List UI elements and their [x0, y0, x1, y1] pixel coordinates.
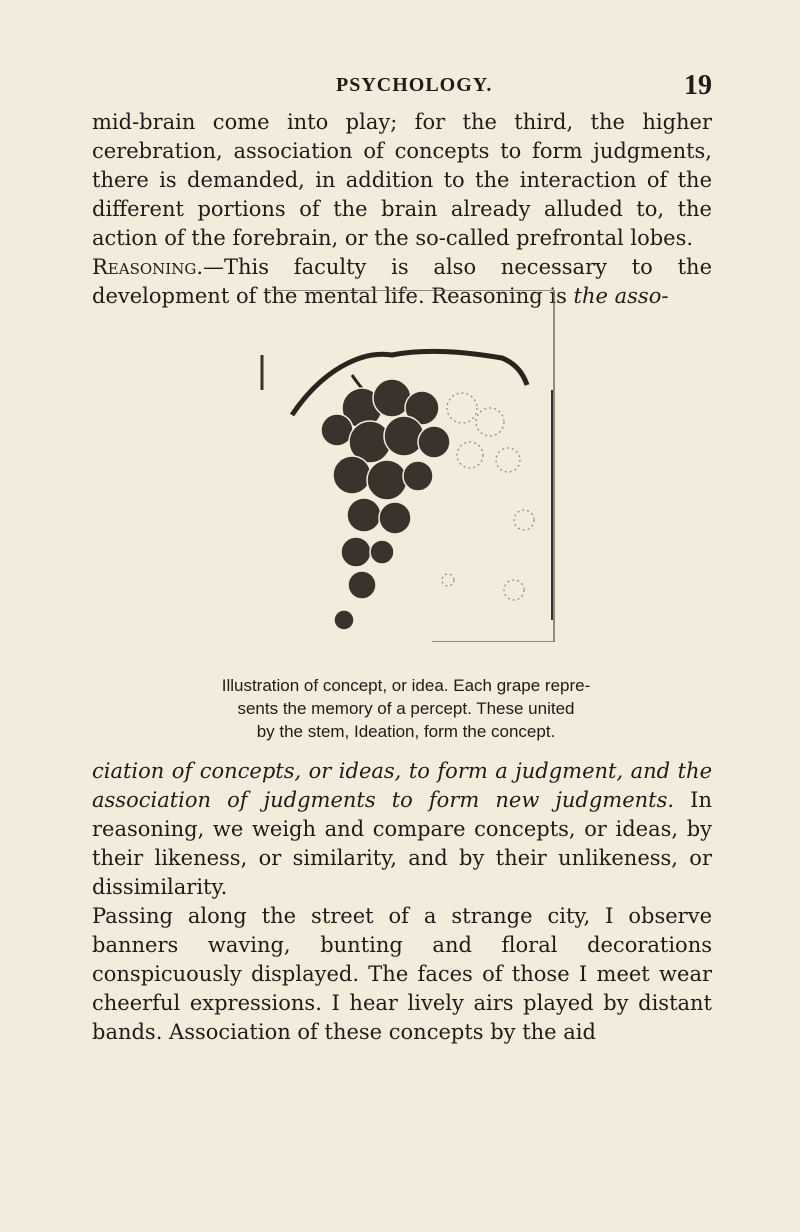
paragraph-brain: mid-brain come into play; for the third, the higher cerebration, association of concepts to form judgments, there is demanded, in addition to the interaction of the different portions of the brain already alluded to, the action of the forebrain, or the so-called prefrontal lobes. — [92, 110, 712, 250]
running-head — [92, 70, 712, 104]
reasoning-heading: Reasoning. — [92, 255, 203, 279]
top-text-block — [92, 108, 712, 311]
bottom-text-block — [92, 757, 712, 1047]
caption-line: Illustration of concept, or idea. Each grape repre- — [221, 676, 591, 695]
reasoning-text: —This faculty is also necessary to the development of the mental life. Reasoning is — [92, 255, 712, 308]
reasoning-italic: the asso- — [573, 284, 669, 308]
page-number: 19 — [684, 70, 712, 101]
caption-line: sents the memory of a percept. These united — [237, 699, 575, 718]
grape-icon — [252, 290, 562, 642]
caption-line: by the stem, Ideation, form the concept. — [256, 722, 556, 741]
figure-caption — [176, 674, 636, 743]
definition-italic: ciation of concepts, or ideas, to form a judgment, and the association of judgments to form new judgments. — [92, 759, 712, 812]
paragraph-street: Passing along the street of a strange city, I observe banners waving, bunting and floral decorations conspicuously displayed. The faces of those I meet wear cheerful expressions. I hear lively airs played by distant bands. Association of these concepts by the aid — [92, 904, 712, 1044]
definition-rest: In reasoning, we weigh and compare concepts, or ideas, by their likeness, or similarity, and by their unlikeness, or dissimilarity. — [92, 788, 712, 899]
grape-cluster-illustration — [252, 290, 562, 642]
running-title: PSYCHOLOGY. — [336, 74, 493, 96]
paragraph-definition — [92, 757, 712, 902]
